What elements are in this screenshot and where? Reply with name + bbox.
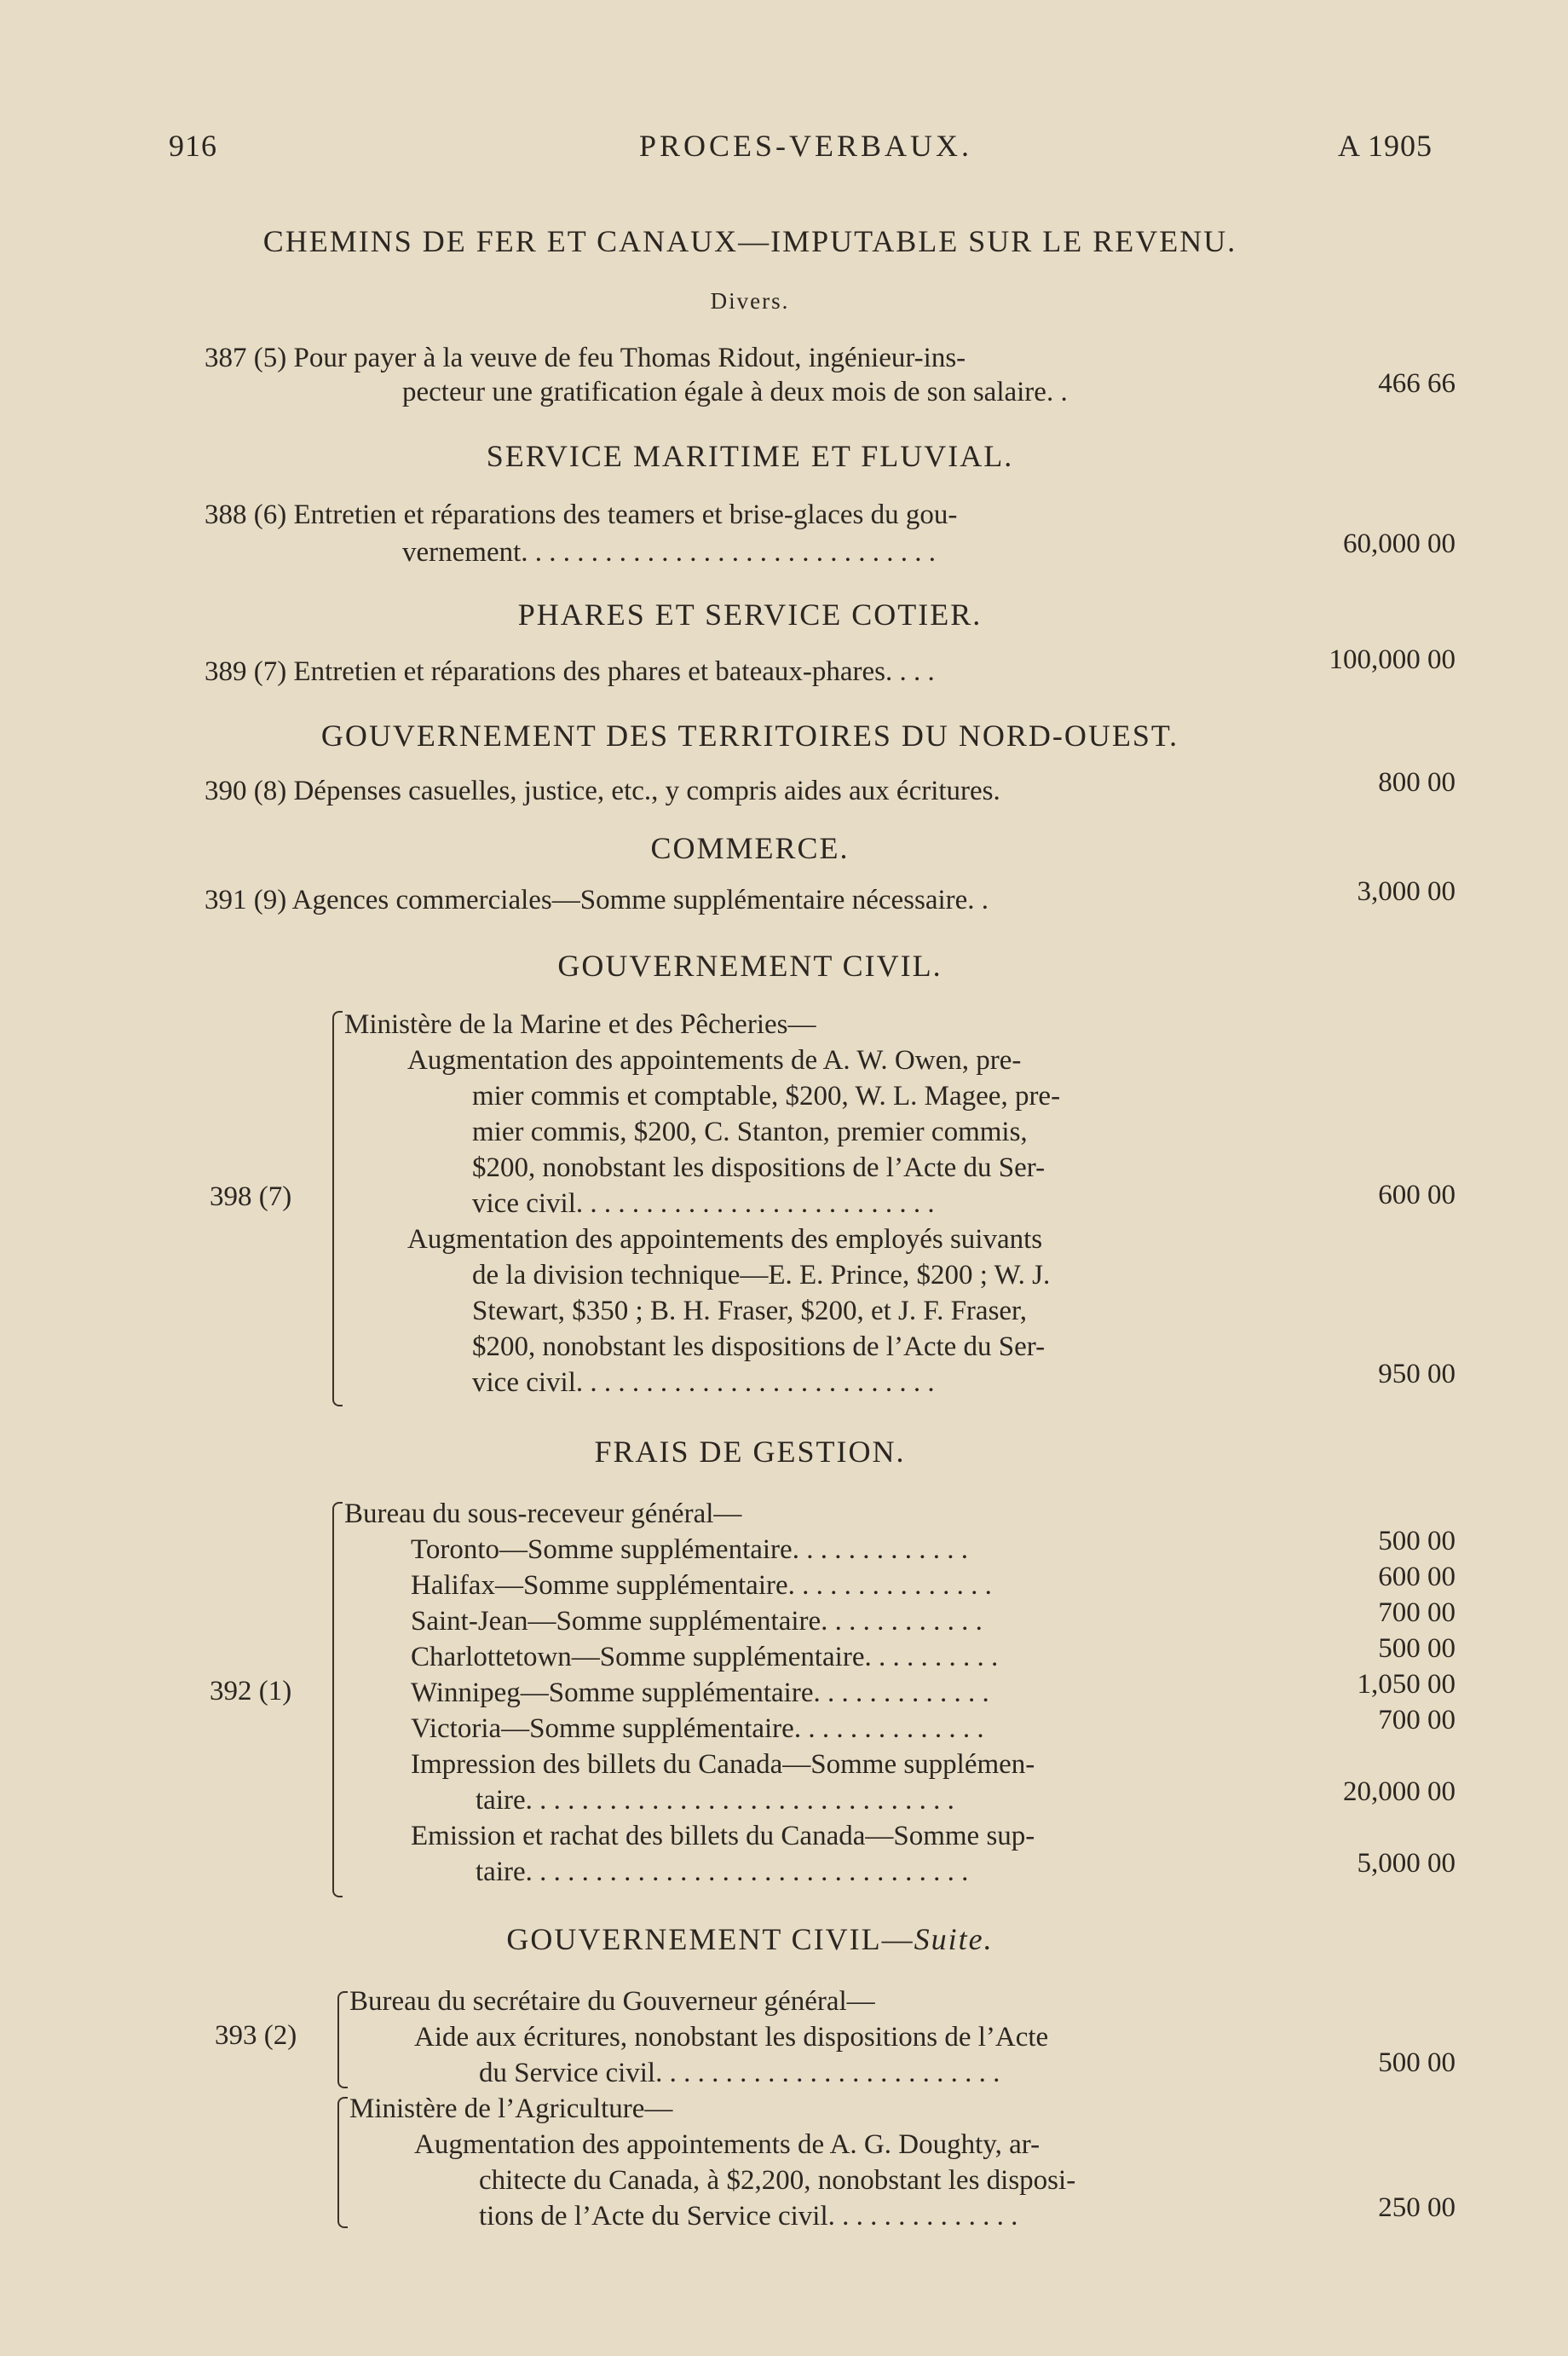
item-392-ref: 392 (1) — [210, 1676, 292, 1706]
s7-line-1: Toronto—Somme supplémentaire. . . . . . . . . . . . . — [411, 1534, 968, 1565]
s6-line-6: Augmentation des appointements des employés suivants — [407, 1224, 1043, 1255]
s7-amount-saint-jean: 700 00 — [1378, 1597, 1456, 1628]
s7-line-10: taire. . . . . . . . . . . . . . . . . . . . . . . . . . . . . . . . — [476, 1857, 969, 1887]
s8-line-4: Augmentation des appointements de A. G. Doughty, ar- — [414, 2129, 1041, 2160]
s6-line-10: vice civil. . . . . . . . . . . . . . . . . . . . . . . . . . — [472, 1367, 935, 1398]
heading-suffix: Suite. — [914, 1922, 994, 1956]
section-heading-territories: GOUVERNEMENT DES TERRITOIRES DU NORD-OUEST. — [320, 719, 1179, 753]
s6-line-1: Augmentation des appointements de A. W. Owen, pre- — [407, 1045, 1022, 1076]
brace-393-b — [337, 2097, 348, 2228]
item-390-line1: 390 (8) Dépenses casuelles, justice, etc., y compris aides aux écritures. — [205, 776, 1000, 806]
s6-line-5: vice civil. . . . . . . . . . . . . . . . . . . . . . . . . . — [472, 1188, 935, 1219]
s6-line-4: $200, nonobstant les dispositions de l’Acte du Ser- — [472, 1152, 1046, 1183]
s7-line-2: Halifax—Somme supplémentaire. . . . . . . . . . . . . . . — [411, 1570, 992, 1601]
item-388-line2: vernement. . . . . . . . . . . . . . . . . . . . . . . . . . . . . . — [402, 537, 937, 568]
s7-line-7: Impression des billets du Canada—Somme supplémen- — [411, 1749, 1035, 1780]
page-number: 916 — [169, 129, 217, 163]
s7-line-9: Emission et rachat des billets du Canada—Somme sup- — [411, 1821, 1035, 1851]
item-393-ref: 393 (2) — [215, 2020, 297, 2051]
s8-line-3: Ministère de l’Agriculture— — [349, 2093, 673, 2124]
item-393-amount-2: 250 00 — [1378, 2192, 1456, 2223]
s8-line-0: Bureau du secrétaire du Gouverneur général— — [349, 1986, 875, 2017]
brace-392 — [332, 1502, 343, 1897]
s7-line-0: Bureau du sous-receveur général— — [344, 1498, 742, 1529]
item-387-line1: 387 (5) Pour payer à la veuve de feu Thomas Ridout, ingénieur-ins- — [205, 343, 966, 373]
s7-line-5: Winnipeg—Somme supplémentaire. . . . . . . . . . . . . — [411, 1677, 989, 1708]
section-heading-lighthouses: PHARES ET SERVICE COTIER. — [517, 598, 983, 632]
running-title: PROCES-VERBAUX. — [639, 129, 973, 163]
section-heading-maritime: SERVICE MARITIME ET FLUVIAL. — [486, 439, 1014, 473]
s7-amount-toronto: 500 00 — [1378, 1526, 1456, 1556]
s7-line-3: Saint-Jean—Somme supplémentaire. . . . . . . . . . . . — [411, 1606, 983, 1637]
s8-line-2: du Service civil. . . . . . . . . . . . . . . . . . . . . . . . . — [479, 2058, 1000, 2088]
section-heading-railways: CHEMINS DE FER ET CANAUX—IMPUTABLE SUR LE REVENU. — [262, 224, 1237, 258]
heading-main: GOUVERNEMENT CIVIL— — [506, 1922, 914, 1956]
item-391-line1: 391 (9) Agences commerciales—Somme supplémentaire nécessaire. . — [205, 885, 989, 915]
s7-amount-halifax: 600 00 — [1378, 1562, 1456, 1592]
item-398-amount-1: 600 00 — [1378, 1180, 1456, 1210]
s7-amount-emission: 5,000 00 — [1357, 1848, 1456, 1879]
subheading-divers: Divers. — [710, 288, 790, 314]
item-389-amount: 100,000 00 — [1329, 644, 1456, 675]
s7-line-8: taire. . . . . . . . . . . . . . . . . . . . . . . . . . . . . . . — [476, 1785, 954, 1816]
year-label: A 1905 — [1338, 129, 1433, 163]
s6-line-3: mier commis, $200, C. Stanton, premier commis, — [472, 1117, 1028, 1147]
item-393-amount-1: 500 00 — [1378, 2047, 1456, 2078]
item-398-ref: 398 (7) — [210, 1181, 292, 1212]
brace-398 — [332, 1011, 343, 1406]
s7-amount-victoria: 700 00 — [1378, 1705, 1456, 1735]
s6-line-7: de la division technique—E. E. Prince, $200 ; W. J. — [472, 1260, 1051, 1291]
item-398-amount-2: 950 00 — [1378, 1359, 1456, 1389]
section-heading-commerce: COMMERCE. — [650, 831, 850, 865]
item-391-amount: 3,000 00 — [1357, 876, 1456, 907]
s6-line-9: $200, nonobstant les dispositions de l’Acte du Ser- — [472, 1331, 1046, 1362]
s6-line-2: mier commis et comptable, $200, W. L. Magee, pre- — [472, 1081, 1061, 1112]
section-heading-management: FRAIS DE GESTION. — [594, 1435, 906, 1469]
item-388-line1: 388 (6) Entretien et réparations des teamers et brise-glaces du gou- — [205, 499, 958, 530]
item-387-amount: 466 66 — [1378, 368, 1456, 399]
s7-amount-winnipeg: 1,050 00 — [1357, 1669, 1456, 1700]
s8-line-1: Aide aux écritures, nonobstant les dispositions de l’Acte — [414, 2022, 1049, 2053]
s7-amount-charlottetown: 500 00 — [1378, 1633, 1456, 1664]
s8-line-6: tions de l’Acte du Service civil. . . . . . . . . . . . . . — [479, 2201, 1018, 2232]
item-389-line1: 389 (7) Entretien et réparations des phares et bateaux-phares. . . . — [205, 656, 935, 687]
s7-amount-impression: 20,000 00 — [1343, 1776, 1456, 1807]
s7-line-4: Charlottetown—Somme supplémentaire. . . . . . . . . . — [411, 1642, 999, 1672]
s8-line-5: chitecte du Canada, à $2,200, nonobstant les disposi- — [479, 2165, 1076, 2196]
item-387-line2: pecteur une gratification égale à deux mois de son salaire. . — [402, 377, 1068, 407]
brace-393-a — [337, 1991, 348, 2088]
item-390-amount: 800 00 — [1378, 767, 1456, 798]
section-heading-civil-government: GOUVERNEMENT CIVIL. — [557, 949, 943, 983]
item-388-amount: 60,000 00 — [1343, 528, 1456, 559]
s6-line-0: Ministère de la Marine et des Pêcheries— — [344, 1009, 816, 1040]
s6-line-8: Stewart, $350 ; B. H. Fraser, $200, et J. F. Fraser, — [472, 1296, 1027, 1326]
s7-line-6: Victoria—Somme supplémentaire. . . . . . . . . . . . . . — [411, 1713, 984, 1744]
section-heading-civil-government-suite — [153, 1921, 1346, 1957]
